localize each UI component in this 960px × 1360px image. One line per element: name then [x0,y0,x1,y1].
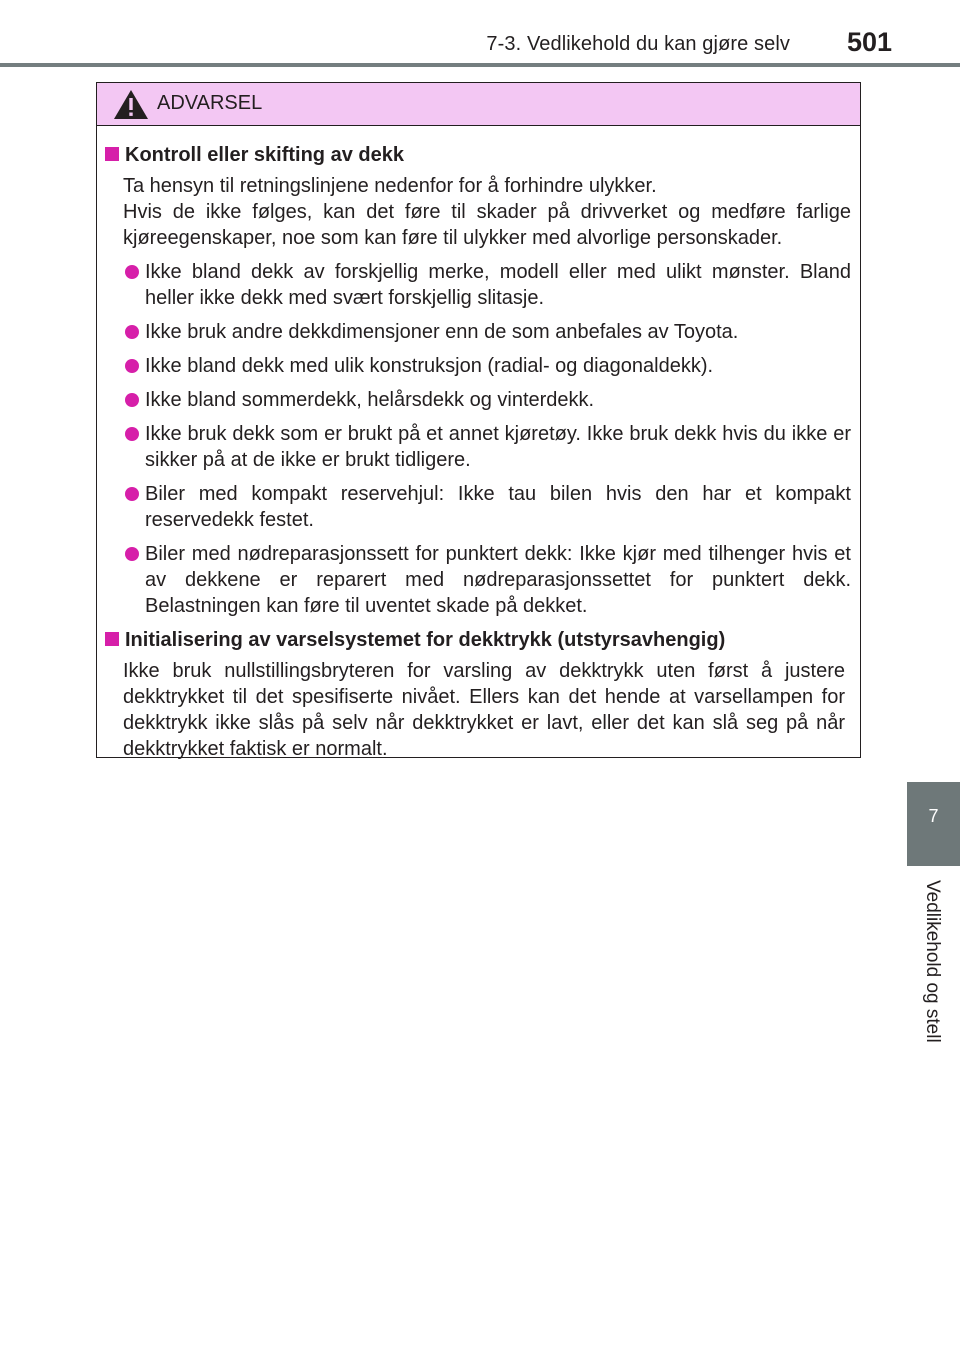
circle-bullet-icon [125,393,139,407]
square-bullet-icon [105,632,119,646]
circle-bullet-icon [125,427,139,441]
section-title: 7-3. Vedlikehold du kan gjøre selv [486,33,790,55]
warning-triangle-icon [113,89,149,120]
list-item: Ikke bruk dekk som er brukt på et annet kjøretøy. Ikke bruk dekk hvis du ikke er sikker på at de ikke er brukt tidligere. [105,421,851,473]
list-item: Ikke bland dekk av forskjellig merke, modell eller med ulikt mønster. Bland heller ikke dekk med svært forskjellig slitasje. [105,259,851,311]
list-item: Biler med nødreparasjonssett for punktert dekk: Ikke kjør med tilhenger hvis et av dekkene er reparert med nødreparasjonssettet for punktert dekk. Belastningen kan føre til uventet skade på dekket. [105,541,851,619]
list-item: Biler med kompakt reservehjul: Ikke tau bilen hvis den har et kompakt reservedekk festet. [105,481,851,533]
warning-box [96,82,861,758]
circle-bullet-icon [125,359,139,373]
warning-label: ADVARSEL [157,92,263,114]
section-text: Ikke bruk nullstillingsbryteren for varsling av dekktrykk uten først å justere dekktrykket til det spesifiserte nivået. Ellers kan det hende at varsellampen for dekktrykk ikke slås på selv når dekktrykket er lavt, eller det kan slå seg på når dekktrykket faktisk er normalt. [123,660,845,760]
warning-header [97,83,860,126]
list-item: Ikke bland dekk med ulik konstruksjon (radial- og diagonaldekk). [105,353,851,379]
list-item: Ikke bruk andre dekkdimensjoner enn de som anbefales av Toyota. [105,319,851,345]
section-heading-tires: Kontroll eller skifting av dekk [105,142,851,168]
list-item: Ikke bland sommerdekk, helårsdekk og vinterdekk. [105,387,851,413]
circle-bullet-icon [125,487,139,501]
circle-bullet-icon [125,547,139,561]
chapter-tab[interactable] [907,782,960,866]
header-divider [0,63,960,67]
page-number: 501 [846,27,892,57]
section-heading-tpms: Initialisering av varselsystemet for dekktrykk (utstyrsavhengig) [105,627,851,653]
square-bullet-icon [105,147,119,161]
chapter-number: 7 [928,806,939,826]
circle-bullet-icon [125,265,139,279]
section-intro: Ta hensyn til retningslinjene nedenfor for å forhindre ulykker. Hvis de ikke følges, kan det føre til skader på drivverket og medføre farlige kjøreegenskaper, noe som kan føre til ulykker med alvorlige personskader. [123,175,851,249]
warning-body [97,126,860,762]
page-header [0,0,960,66]
circle-bullet-icon [125,325,139,339]
